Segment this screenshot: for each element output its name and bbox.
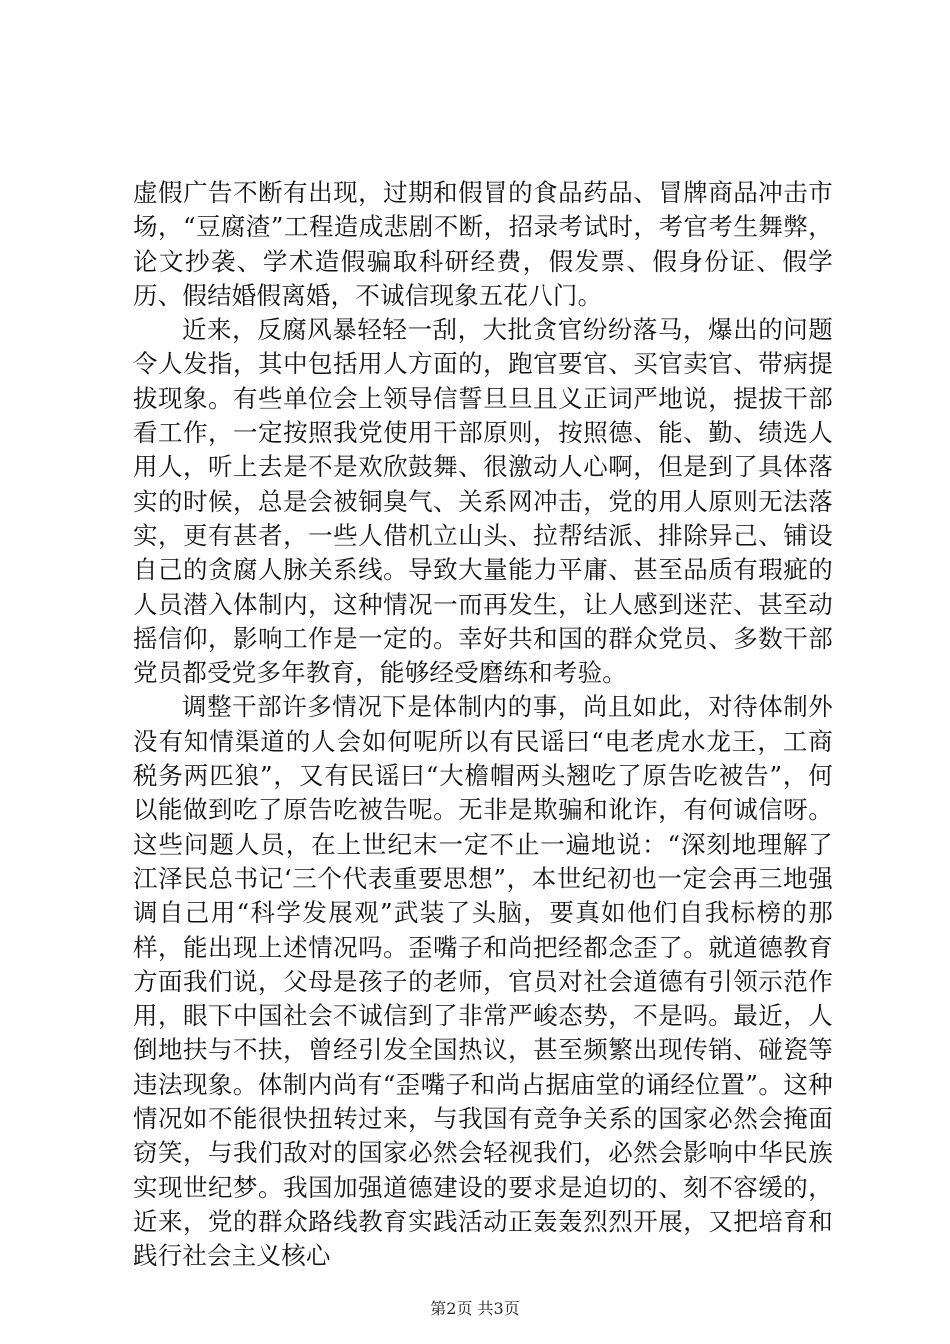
body-text	[133, 176, 833, 1274]
paragraph-3: 调整干部许多情况下是体制内的事，尚且如此，对待体制外没有知情渠道的人会如何呢所以有民谣曰“电老虎水龙王，工商税务两匹狼”，又有民谣曰“大檐帽两头翘吃了原告吃被告”，何以能做到吃了原告吃被告呢。无非是欺骗和讹诈，有何诚信呀。这些问题人员，在上世纪末一定不止一遍地说：“深刻地理解了江泽民总书记‘三个代表重要思想”，本世纪初也一定会再三地强调自己用“科学发展观”武装了头脑，要真如他们自我标榜的那样，能出现上述情况吗。歪嘴子和尚把经都念歪了。就道德教育方面我们说，父母是孩子的老师，官员对社会道德有引领示范作用，眼下中国社会不诚信到了非常严峻态势，不是吗。最近，人倒地扶与不扶，曾经引发全国热议，甚至频繁出现传销、碰瓷等违法现象。体制内尚有“歪嘴子和尚占据庙堂的诵经位置”。这种情况如不能很快扭转过来，与我国有竞争关系的国家必然会掩面窃笑，与我们敌对的国家必然会轻视我们，必然会影响中华民族实现世纪梦。我国加强道德建设的要求是迫切的、刻不容缓的，近来，党的群众路线教育实践活动正轰轰烈烈开展，又把培育和践行社会主义核心	[133, 692, 833, 1271]
paragraph-1: 虚假广告不断有出现，过期和假冒的食品药品、冒牌商品冲击市场，“豆腐渣”工程造成悲剧不断，招录考试时，考官考生舞弊，论文抄袭、学术造假骗取科研经费，假发票、假身份证、假学历、假结婚假离婚，不诚信现象五花八门。	[133, 178, 833, 310]
page-footer: 第2页 共3页	[430, 1299, 520, 1318]
paragraph-2: 近来，反腐风暴轻轻一刮，大批贪官纷纷落马，爆出的问题令人发指，其中包括用人方面的，跑官要官、买官卖官、带病提拔现象。有些单位会上领导信誓旦旦且义正词严地说，提拔干部看工作，一定按照我党使用干部原则，按照德、能、勤、绩选人用人，听上去是不是欢欣鼓舞、很激动人心啊，但是到了具体落实的时候，总是会被铜臭气、关系网冲击，党的用人原则无法落实，更有甚者，一些人借机立山头、拉帮结派、排除异己、铺设自己的贪腐人脉关系线。导致大量能力平庸、甚至品质有瑕疵的人员潜入体制内，这种情况一而再发生，让人感到迷茫、甚至动摇信仰，影响工作是一定的。幸好共和国的群众党员、多数干部党员都受党多年教育，能够经受磨练和考验。	[133, 315, 833, 688]
